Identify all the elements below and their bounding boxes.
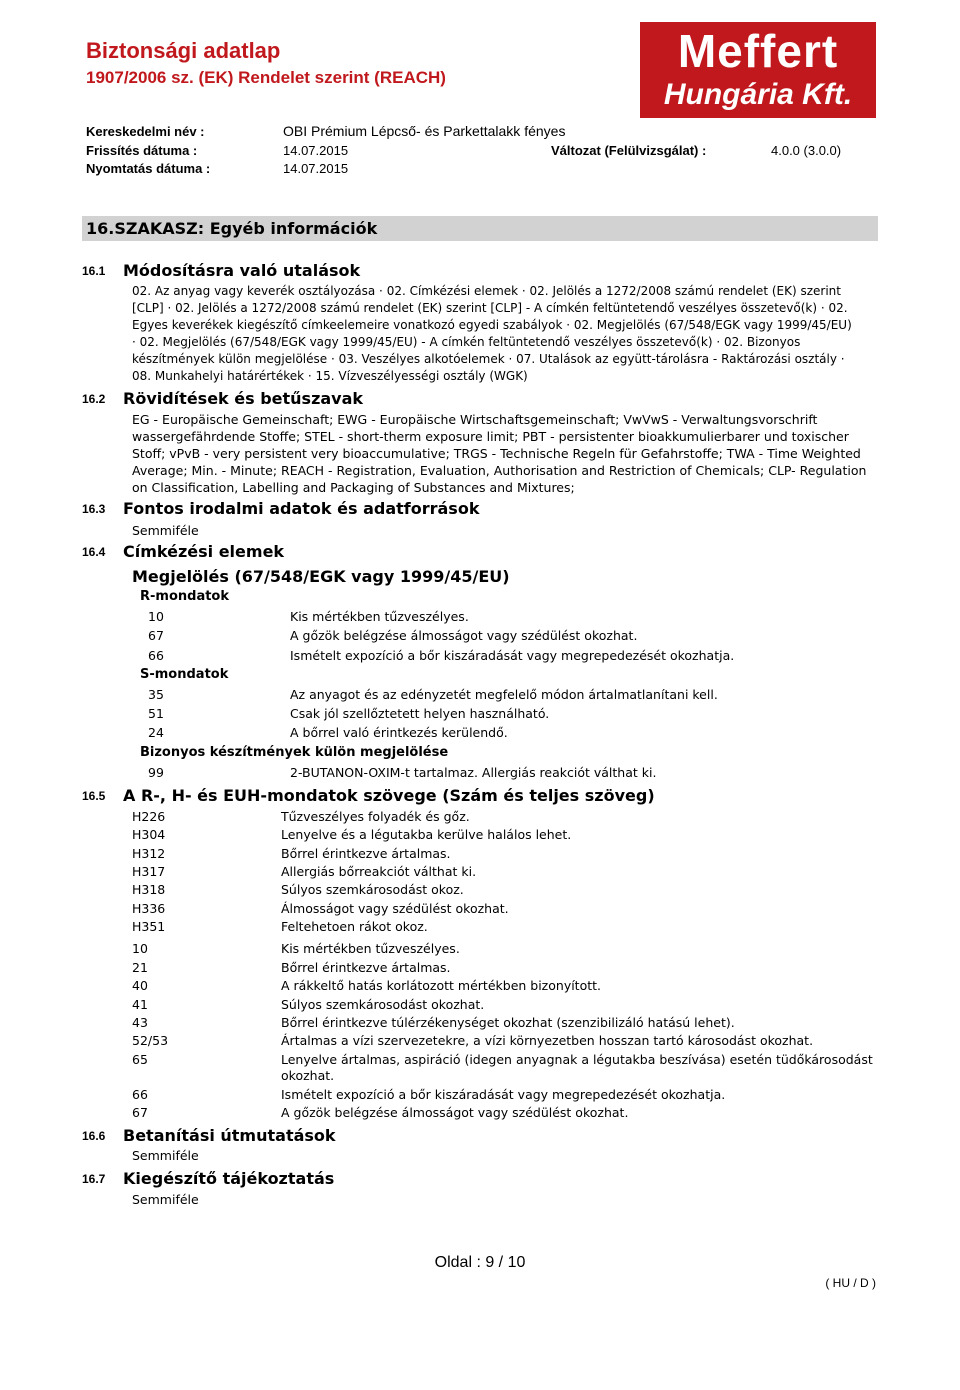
phrase-code: H317 [132, 864, 166, 879]
phrase-code: 43 [132, 1015, 148, 1030]
phrase-code: H336 [132, 901, 166, 916]
subsection-number: 16.7 [82, 1172, 106, 1186]
phrase-code: H312 [132, 846, 166, 861]
phrase-text: Bőrrel érintkezve ártalmas. [281, 846, 451, 861]
phrase-code: H304 [132, 827, 166, 842]
paragraph-line: készítmények külön megjelölése · 03. Veszélyes alkotóelemek · 07. Utalások az együtt-tárolásra - Raktározási osztály · [132, 352, 845, 366]
phrase-text: Az anyagot és az edényzetét megfelelő módon ártalmatlanítani kell. [290, 687, 718, 702]
phrase-text: Lenyelve ártalmas, aspiráció (idegen anyagnak a légutakba beszívása) esetén tüdőkárosodást [281, 1052, 873, 1067]
phrase-text: Allergiás bőrreakciót válthat ki. [281, 864, 477, 879]
abbreviations-paragraph [132, 411, 872, 496]
print-date-value: 14.07.2015 [283, 161, 349, 176]
subsection-title: Módosításra való utalások [123, 261, 361, 280]
trade-name-value: OBI Prémium Lépcső- és Parkettalakk fényes [283, 123, 566, 139]
paragraph-line: EG - Europäische Gemeinschaft; EWG - Europäische Wirtschaftsgemeinschaft; VwVwS - Verwaltungsvorschrift [132, 412, 818, 427]
version-label: Változat (Felülvizsgálat) : [551, 143, 707, 158]
paragraph-line: 02. Az anyag vagy keverék osztályozása · 02. Címkézési elemek · 02. Jelölés a 1272/2008 számú rendelet (EK) szerint [132, 284, 841, 298]
phrase-code: 40 [132, 978, 148, 993]
phrase-text: Álmosságot vagy szédülést okozhat. [281, 901, 509, 916]
subsection-number: 16.4 [82, 545, 106, 559]
phrase-text: A gőzök belégzése álmosságot vagy szédülést okozhat. [281, 1105, 629, 1120]
page-number: Oldal : 9 / 10 [434, 1254, 526, 1271]
logo-line2: Hungária Kft. [663, 78, 853, 111]
phrase-code: 67 [132, 1105, 148, 1120]
paragraph-line: Stoff; vPvB - very persistent very bioaccumulative; TRGS - Technische Regeln für Gefahrstoffe; TWA - Time Weighted [132, 446, 861, 461]
phrase-text: Feltehetoen rákot okoz. [281, 919, 428, 934]
print-date-label: Nyomtatás dátuma : [86, 161, 211, 176]
paragraph-line: Egyes keverékek kiegészítő címkeelemeire vonatkozó egyedi szabályok · 02. Megjelölés (67/548/EGK vagy 1999/45/EU) [132, 318, 852, 332]
labelling-subtitle: Megjelölés (67/548/EGK vagy 1999/45/EU) [132, 567, 510, 586]
phrase-code: 10 [132, 941, 148, 956]
r-phrases-label: R-mondatok [140, 589, 230, 604]
phrase-code: 41 [132, 997, 148, 1012]
subsection-title: Rövidítések és betűszavak [123, 389, 364, 408]
subsection-title: Betanítási útmutatások [123, 1126, 336, 1145]
phrase-text: Bőrrel érintkezve ártalmas. [281, 960, 451, 975]
phrase-text: Csak jól szellőztetett helyen használható. [290, 706, 550, 721]
phrase-text: Bőrrel érintkezve túlérzékenységet okozhat (szenzibilizáló hatású lehet). [281, 1015, 735, 1030]
paragraph-line: 08. Munkahelyi határértékek · 15. Vízveszélyességi osztály (WGK) [132, 369, 528, 383]
additional-info-text: Semmiféle [132, 1192, 199, 1207]
subsection-title: A R-, H- és EUH-mondatok szövege (Szám és teljes szöveg) [123, 786, 655, 805]
phrase-code: H351 [132, 919, 166, 934]
document-title: Biztonsági adatlap [86, 38, 281, 63]
revision-date-value: 14.07.2015 [283, 143, 349, 158]
subsection-title: Kiegészítő tájékoztatás [123, 1169, 335, 1188]
phrase-text: Ártalmas a vízi szervezetekre, a vízi környezetben hosszan tartó károsodást okozhat. [281, 1033, 814, 1048]
special-marking-label: Bizonyos készítmények külön megjelölése [140, 745, 449, 760]
subsection-number: 16.6 [82, 1129, 106, 1143]
phrase-text: Súlyos szemkárosodást okozhat. [281, 997, 485, 1012]
company-logo [640, 22, 876, 118]
phrase-code: 35 [148, 687, 164, 702]
phrase-code: 67 [148, 628, 164, 643]
subsection-number: 16.1 [82, 264, 106, 278]
logo-line1: Meffert [677, 25, 839, 77]
revision-date-label: Frissítés dátuma : [86, 143, 198, 158]
training-text: Semmiféle [132, 1148, 199, 1163]
phrase-code: 51 [148, 706, 164, 721]
phrase-text: 2-BUTANON-OXIM-t tartalmaz. Allergiás reakciót válthat ki. [290, 765, 657, 780]
phrase-code: 21 [132, 960, 148, 975]
section-title: 16.SZAKASZ: Egyéb információk [86, 219, 378, 238]
locale-indicator: ( HU / D ) [825, 1276, 876, 1290]
s-phrases-label: S-mondatok [140, 667, 229, 682]
paragraph-line: on Classification, Labelling and Packaging of Substances and Mixtures; [132, 480, 575, 495]
phrase-code: 66 [148, 648, 164, 663]
subsection-number: 16.5 [82, 789, 106, 803]
phrase-text: Kis mértékben tűzveszélyes. [281, 941, 460, 956]
phrase-code: H226 [132, 809, 166, 824]
phrase-code: 65 [132, 1052, 148, 1067]
phrase-text: Súlyos szemkárosodást okoz. [281, 882, 464, 897]
phrase-code: 52/53 [132, 1033, 169, 1048]
phrase-text: Kis mértékben tűzveszélyes. [290, 609, 469, 624]
literature-text: Semmiféle [132, 523, 199, 538]
phrase-code: 99 [148, 765, 164, 780]
phrase-text: Lenyelve és a légutakba kerülve halálos lehet. [281, 827, 572, 842]
subsection-number: 16.2 [82, 392, 106, 406]
paragraph-line: · 02. Megjelölés (67/548/EGK vagy 1999/45/EU) - A címkén feltüntetendő veszélyes összetevő(k) · 02. Bizonyos [132, 335, 801, 349]
phrase-code: 10 [148, 609, 164, 624]
phrase-text: Tűzveszélyes folyadék és gőz. [281, 809, 470, 824]
phrase-text: A rákkeltő hatás korlátozott mértékben bizonyított. [281, 978, 602, 993]
phrase-code: H318 [132, 882, 166, 897]
phrase-code: 24 [148, 725, 164, 740]
version-value: 4.0.0 (3.0.0) [771, 143, 842, 158]
phrase-code: 66 [132, 1087, 148, 1102]
amendment-paragraph [132, 283, 872, 385]
phrase-text: A bőrrel való érintkezés kerülendő. [290, 725, 508, 740]
trade-name-label: Kereskedelmi név : [86, 124, 205, 139]
subsection-number: 16.3 [82, 502, 106, 516]
paragraph-line: [CLP] · 02. Jelölés a 1272/2008 számú rendelet (EK) szerint [CLP] - A címkén feltüntetendő veszélyes összetevő(k) · 02. [132, 301, 848, 315]
paragraph-line: wassergefährdende Stoffe; STEL - short-therm exposure limit; PBT - persistenter bioakkumulierbarer und toxischer [132, 429, 849, 444]
phrase-text-continued: okozhat. [281, 1068, 335, 1083]
subsection-title: Fontos irodalmi adatok és adatforrások [123, 499, 480, 518]
phrase-text: A gőzök belégzése álmosságot vagy szédülést okozhat. [290, 628, 638, 643]
section-header [82, 216, 878, 241]
subsection-title: Címkézési elemek [123, 542, 285, 561]
phrase-text: Ismételt expozíció a bőr kiszáradását vagy megrepedezését okozhatja. [290, 648, 735, 663]
phrase-text: Ismételt expozíció a bőr kiszáradását vagy megrepedezését okozhatja. [281, 1087, 726, 1102]
paragraph-line: Average; Min. - Minute; REACH - Registration, Evaluation, Authorisation and Restriction of Chemicals; CLP- Regulation [132, 463, 867, 478]
document-subtitle: 1907/2006 sz. (EK) Rendelet szerint (REACH) [86, 68, 446, 87]
